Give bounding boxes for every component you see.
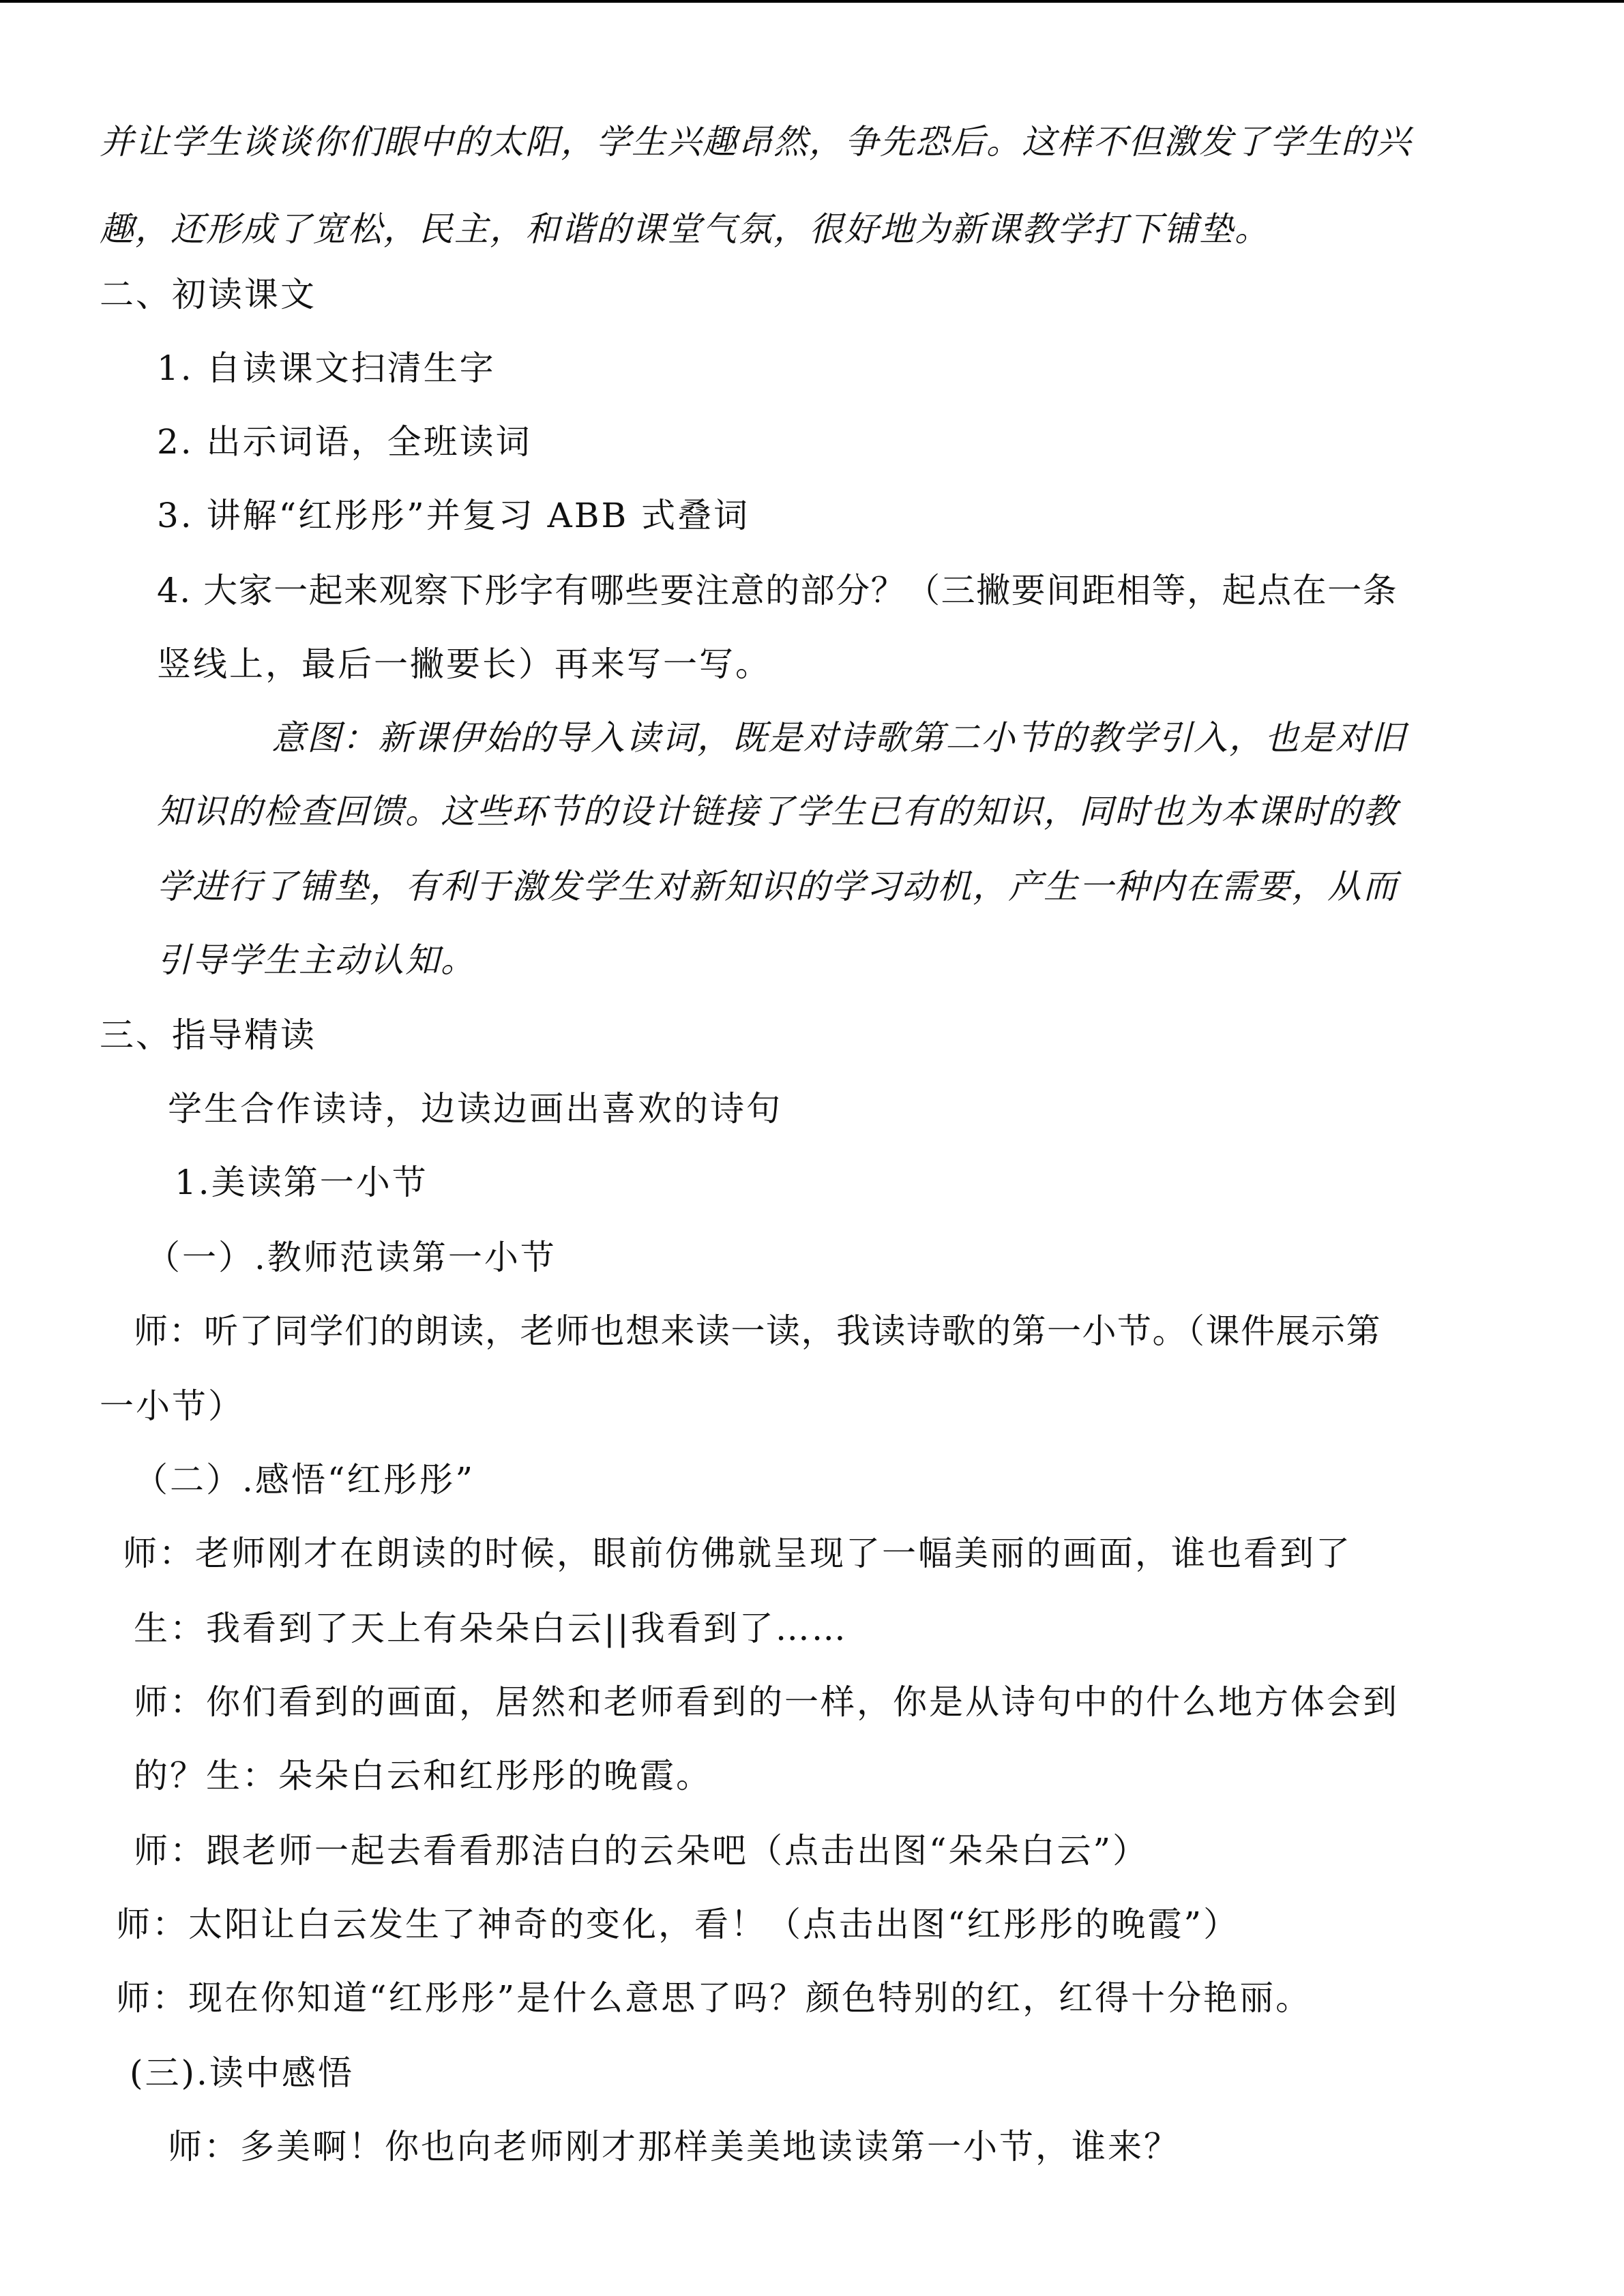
list-item-4-line-2: 竖线上，最后一撇要长）再来写一写。 <box>157 644 771 684</box>
subheading-1: 1.美读第一小节 <box>175 1163 428 1202</box>
dialogue-line-7: 师：现在你知道“红彤彤”是什么意思了吗？颜色特别的红，红得十分艳丽。 <box>116 1978 1312 2018</box>
page-top-border <box>0 0 1624 3</box>
intro-text-line-1: 并让学生谈谈你们眼中的太阳，学生兴趣昂然，争先恐后。这样不但激发了学生的兴 <box>100 122 1412 162</box>
section-heading-2: 二、初读课文 <box>100 275 316 314</box>
dialogue-line-3: 生：我看到了天上有朵朵白云||我看到了…… <box>134 1609 848 1648</box>
dialogue-line-2: 师：老师刚才在朗读的时候，眼前仿佛就呈现了一幅美丽的画面，谁也看到了 <box>123 1534 1352 1573</box>
list-item-3: 3. 讲解“红彤彤”并复习 ABB 式叠词 <box>157 496 750 535</box>
intent-note-line-3: 学进行了铺垫，有利于激发学生对新知识的学习动机，产生一种内在需要，从而 <box>157 867 1398 906</box>
intent-note-line-1: 意图：新课伊始的导入读词，既是对诗歌第二小节的教学引入，也是对旧 <box>271 718 1406 758</box>
subsection-heading-1: （一）.教师范读第一小节 <box>146 1238 557 1277</box>
dialogue-line-8: 师：多美啊！你也向老师刚才那样美美地读读第一小节，谁来？ <box>168 2127 1180 2166</box>
dialogue-line-1-cont: 一小节） <box>100 1386 244 1426</box>
intent-note-line-4: 引导学生主动认知。 <box>157 940 476 980</box>
dialogue-line-5: 师：跟老师一起去看看那洁白的云朵吧（点击出图“朵朵白云”） <box>134 1831 1149 1870</box>
subsection-heading-3: (三).读中感悟 <box>130 2053 354 2093</box>
intent-note-line-2: 知识的检查回馈。这些环节的设计链接了学生已有的知识，同时也为本课时的教 <box>157 792 1398 831</box>
intro-text-line-2: 趣，还形成了宽松，民主，和谐的课堂气氛，很好地为新课教学打下铺垫。 <box>100 209 1270 249</box>
dialogue-line-6: 师：太阳让白云发生了神奇的变化，看！（点击出图“红彤彤的晚霞”） <box>116 1905 1240 1944</box>
list-item-4-line-1: 4. 大家一起来观察下彤字有哪些要注意的部分？（三撇要间距相等，起点在一条 <box>157 571 1398 610</box>
list-item-1: 1. 自读课文扫清生字 <box>157 348 496 388</box>
section-heading-3: 三、指导精读 <box>100 1015 316 1055</box>
dialogue-line-4: 师：你们看到的画面，居然和老师看到的一样，你是从诗句中的什么地方体会到 <box>134 1682 1399 1722</box>
subsection-heading-2: （二）.感悟“红彤彤” <box>134 1460 475 1500</box>
list-item-2: 2. 出示词语，全班读词 <box>157 422 532 462</box>
dialogue-line-4-cont: 的？生：朵朵白云和红彤彤的晚霞。 <box>134 1756 712 1795</box>
paragraph-line: 学生合作读诗，边读边画出喜欢的诗句 <box>168 1089 782 1129</box>
dialogue-line-1: 师：听了同学们的朗读，老师也想来读一读，我读诗歌的第一小节。（课件展示第 <box>134 1311 1381 1351</box>
